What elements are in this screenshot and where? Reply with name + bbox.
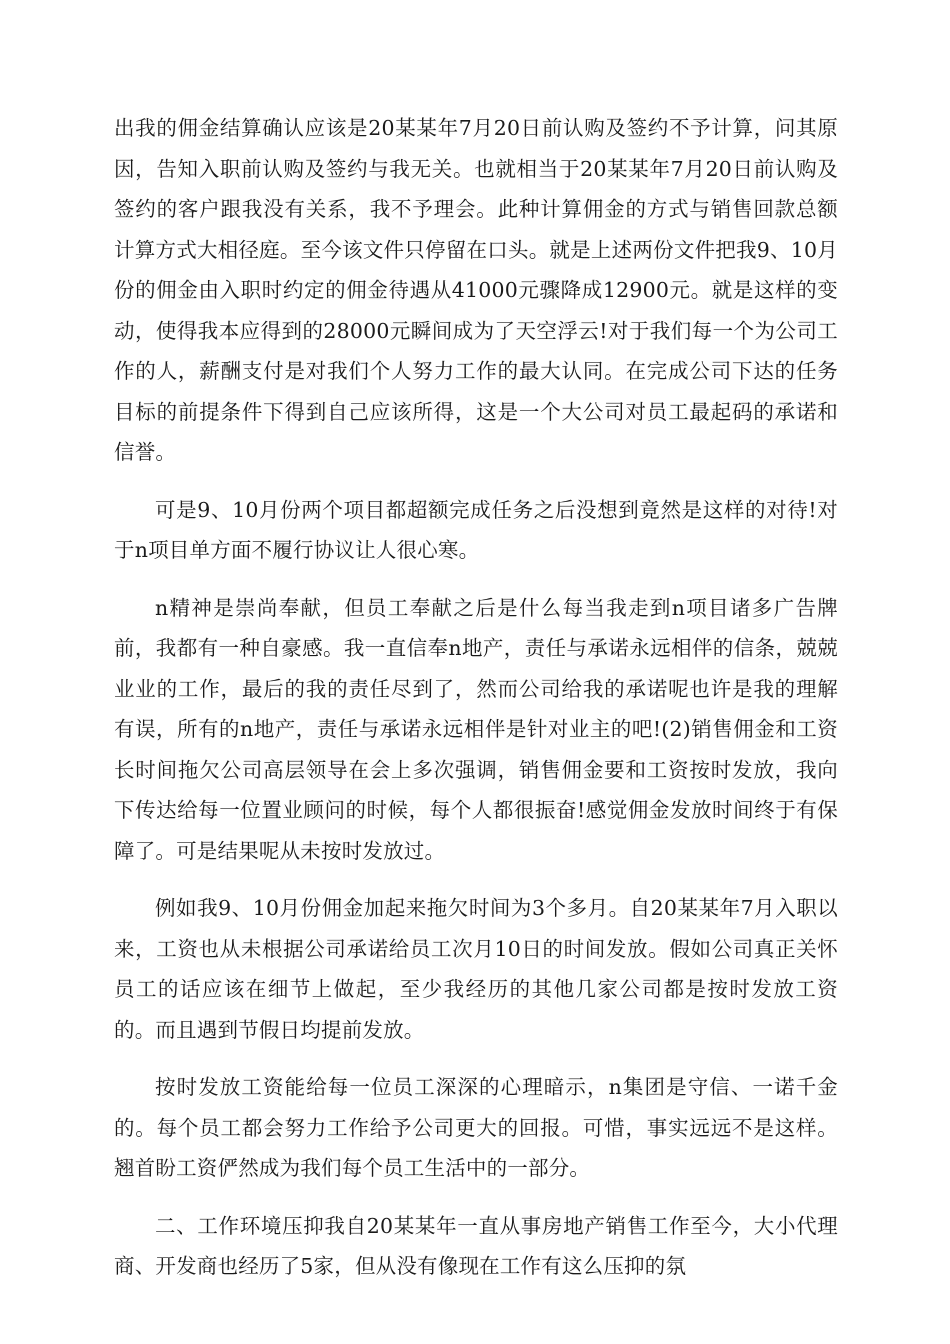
paragraph-salary-arrears: 例如我9、10月份佣金加起来拖欠时间为3个多月。自20某某年7月入职以来，工资也从未根据公司承诺给员工次月10日的时间发放。假如公司真正关怀员工的话应该在细节上做起，至少我经历的其他几家公司都是按时发放工资的。而且遇到节假日均提前发放。	[114, 896, 838, 1042]
paragraph-work-environment: 二、工作环境压抑我自20某某年一直从事房地产销售工作至今，大小代理商、开发商也经历了5家，但从没有像现在工作有这么压抑的氛	[114, 1213, 838, 1278]
document-page	[114, 108, 838, 1304]
paragraph-project-treatment: 可是9、10月份两个项目都超额完成任务之后没想到竟然是这样的对待!对于n项目单方面不履行协议让人很心寒。	[114, 497, 838, 562]
paragraph-pay-on-time: 按时发放工资能给每一位员工深深的心理暗示，n集团是守信、一诺千金的。每个员工都会努力工作给予公司更大的回报。可惜，事实远远不是这样。翘首盼工资俨然成为我们每个员工生活中的一部分。	[114, 1075, 838, 1180]
paragraph-commission-settlement: 出我的佣金结算确认应该是20某某年7月20日前认购及签约不予计算，问其原因，告知入职前认购及签约与我无关。也就相当于20某某年7月20日前认购及签约的客户跟我没有关系，我不予理会。此种计算佣金的方式与销售回款总额计算方式大相径庭。至今该文件只停留在口头。就是上述两份文件把我9、10月份的佣金由入职时约定的佣金待遇从41000元骤降成12900元。就是这样的变动，使得我本应得到的28000元瞬间成为了天空浮云!对于我们每一个为公司工作的人，薪酬支付是对我们个人努力工作的最大认同。在完成公司下达的任务目标的前提条件下得到自己应该所得，这是一个大公司对员工最起码的承诺和信誉。	[114, 116, 838, 464]
paragraph-dedication-spirit: n精神是崇尚奉献，但员工奉献之后是什么每当我走到n项目诸多广告牌前，我都有一种自豪感。我一直信奉n地产，责任与承诺永远相伴的信条，兢兢业业的工作，最后的我的责任尽到了，然而公司给我的承诺呢也许是我的理解有误，所有的n地产，责任与承诺永远相伴是针对业主的吧!(2)销售佣金和工资长时间拖欠公司高层领导在会上多次强调，销售佣金要和工资按时发放，我向下传达给每一位置业顾问的时候，每个人都很振奋!感觉佣金发放时间终于有保障了。可是结果呢从未按时发放过。	[114, 595, 838, 863]
